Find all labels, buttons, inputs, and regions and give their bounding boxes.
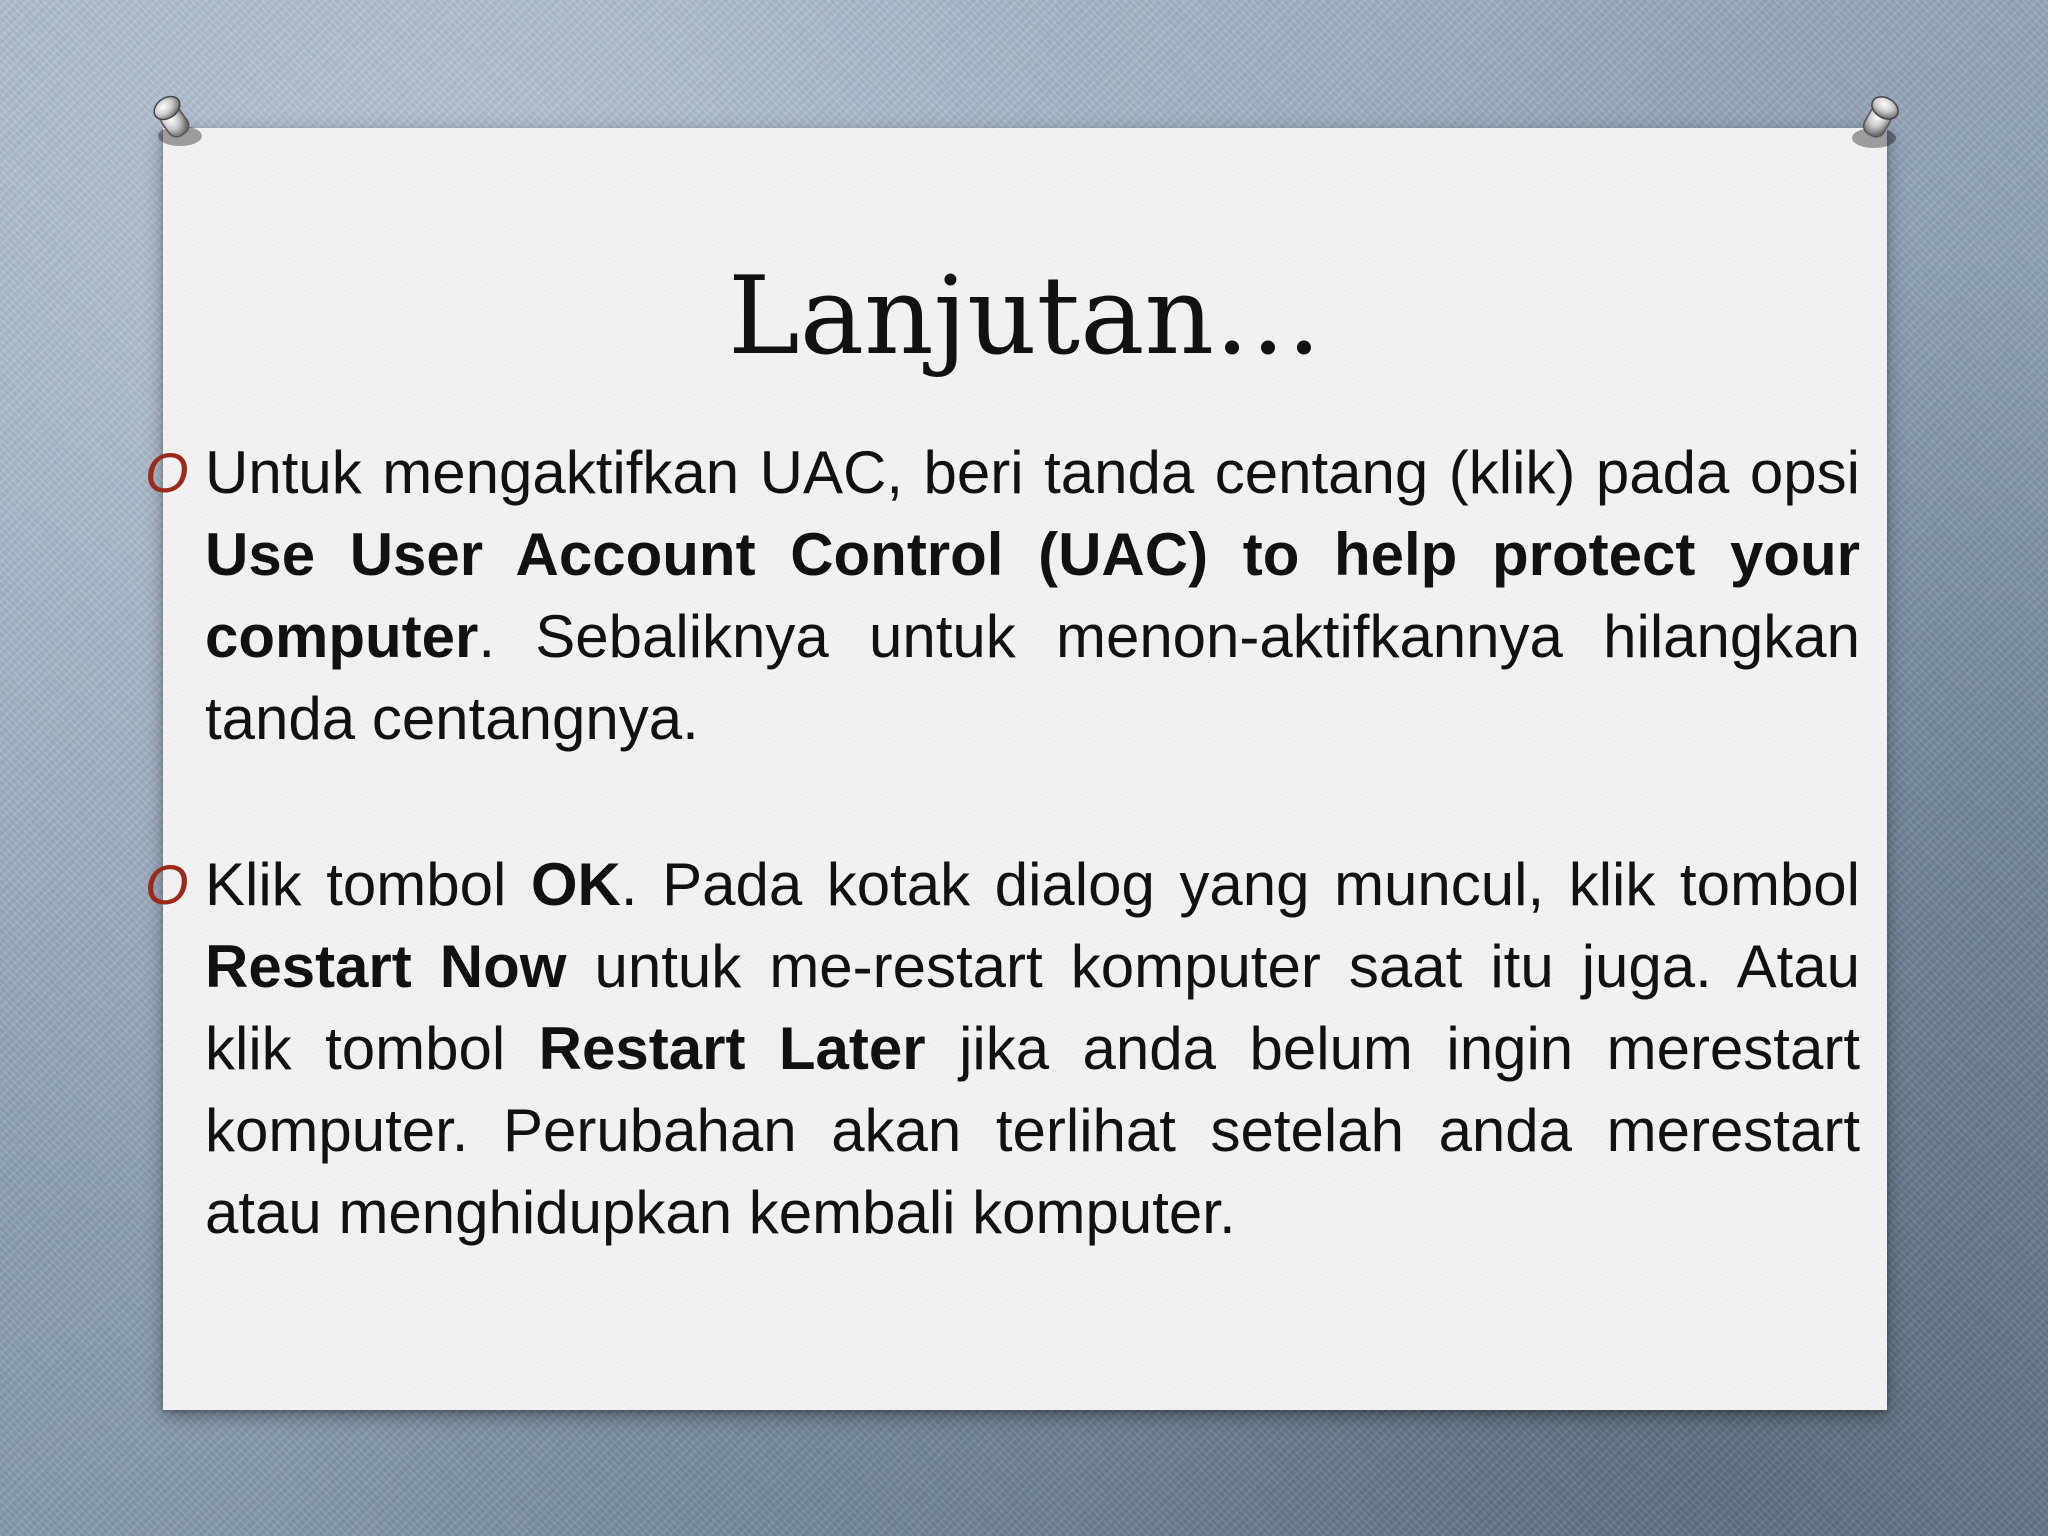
bullet-item-restart [145,844,1860,1254]
bullet-item-uac [145,432,1860,760]
bullet-text: . Sebaliknya untuk menon-aktifkannya hilangkan tanda centangnya. [205,603,1860,752]
bullet-bold-text: Use User Account Control (UAC) to help protect your computer [205,521,1860,670]
bullet-text: . Pada kotak dialog yang muncul, klik tombol [620,851,1860,918]
bullet-text: Untuk mengaktifkan UAC, beri tanda centang (klik) pada opsi [205,439,1860,506]
slide-title: Lanjutan… [727,254,1323,379]
bullet-marker-icon: O [145,441,189,504]
bullet-list [145,432,1860,1254]
bullet-bold-text: Restart Later [538,1015,926,1082]
bullet-marker-icon: O [145,853,189,916]
bullet-bold-text: Restart Now [205,933,567,1000]
bullet-text: untuk me-restart komputer saat itu juga. Atau klik tombol [205,933,1860,1082]
pin-icon [140,86,212,158]
bullet-text: Klik tombol [205,851,531,918]
bullet-bold-text: OK [530,851,621,918]
pin-icon [1840,86,1912,158]
bullet-text: jika anda belum ingin merestart komputer. Perubahan akan terlihat setelah anda merestart atau menghidupkan kembali komputer. [205,1015,1860,1246]
